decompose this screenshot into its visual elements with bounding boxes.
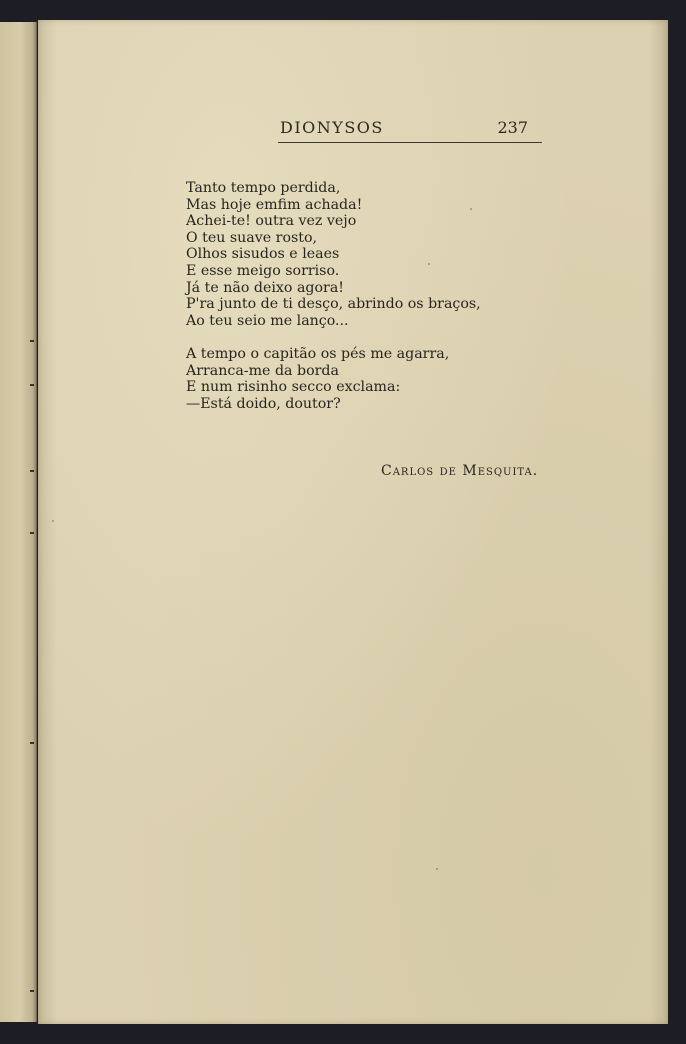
paper-speck xyxy=(436,868,438,870)
poem-line: A tempo o capitão os pés me agarra, xyxy=(186,345,450,362)
poem-text xyxy=(186,180,566,429)
poem-line: Olhos sisudos e leaes xyxy=(186,246,340,263)
paper-speck xyxy=(52,520,54,522)
page-edge-mark xyxy=(30,990,34,992)
page-edge-mark xyxy=(30,470,34,472)
poem-line: E num risinho secco exclama: xyxy=(186,379,401,396)
poem-line: O teu suave rosto, xyxy=(186,229,318,246)
page-edge-mark xyxy=(30,742,34,744)
poem-line: Tanto tempo perdida, xyxy=(186,180,341,196)
poem-line: —Está doido, doutor? xyxy=(186,395,341,412)
poem-line: E esse meigo sorriso. xyxy=(186,262,340,279)
page-edge-mark xyxy=(30,532,34,534)
page-edge-mark xyxy=(30,384,34,386)
running-title: DIONYSOS xyxy=(280,118,384,137)
poem-line: Mas hoje emfim achada! xyxy=(186,196,363,213)
running-header xyxy=(278,118,542,143)
stanza xyxy=(186,180,566,329)
page-number: 237 xyxy=(497,118,528,137)
paper-speck xyxy=(470,208,472,210)
poem-line: Já te não deixo agora! xyxy=(186,279,345,296)
paper-speck xyxy=(428,263,430,265)
page-edge-mark xyxy=(30,340,34,342)
poem-line: P'ra junto de ti desço, abrindo os braços, xyxy=(186,296,481,313)
poem-line: Achei-te! outra vez vejo xyxy=(186,213,357,230)
poem-line: Arranca-me da borda xyxy=(186,362,339,379)
facing-page-edge xyxy=(0,22,37,1022)
book-page xyxy=(38,20,668,1024)
author-signature: Carlos de Mesquita. xyxy=(381,463,539,479)
poem-line: Ao teu seio me lanço... xyxy=(186,312,349,329)
stanza xyxy=(186,346,566,412)
